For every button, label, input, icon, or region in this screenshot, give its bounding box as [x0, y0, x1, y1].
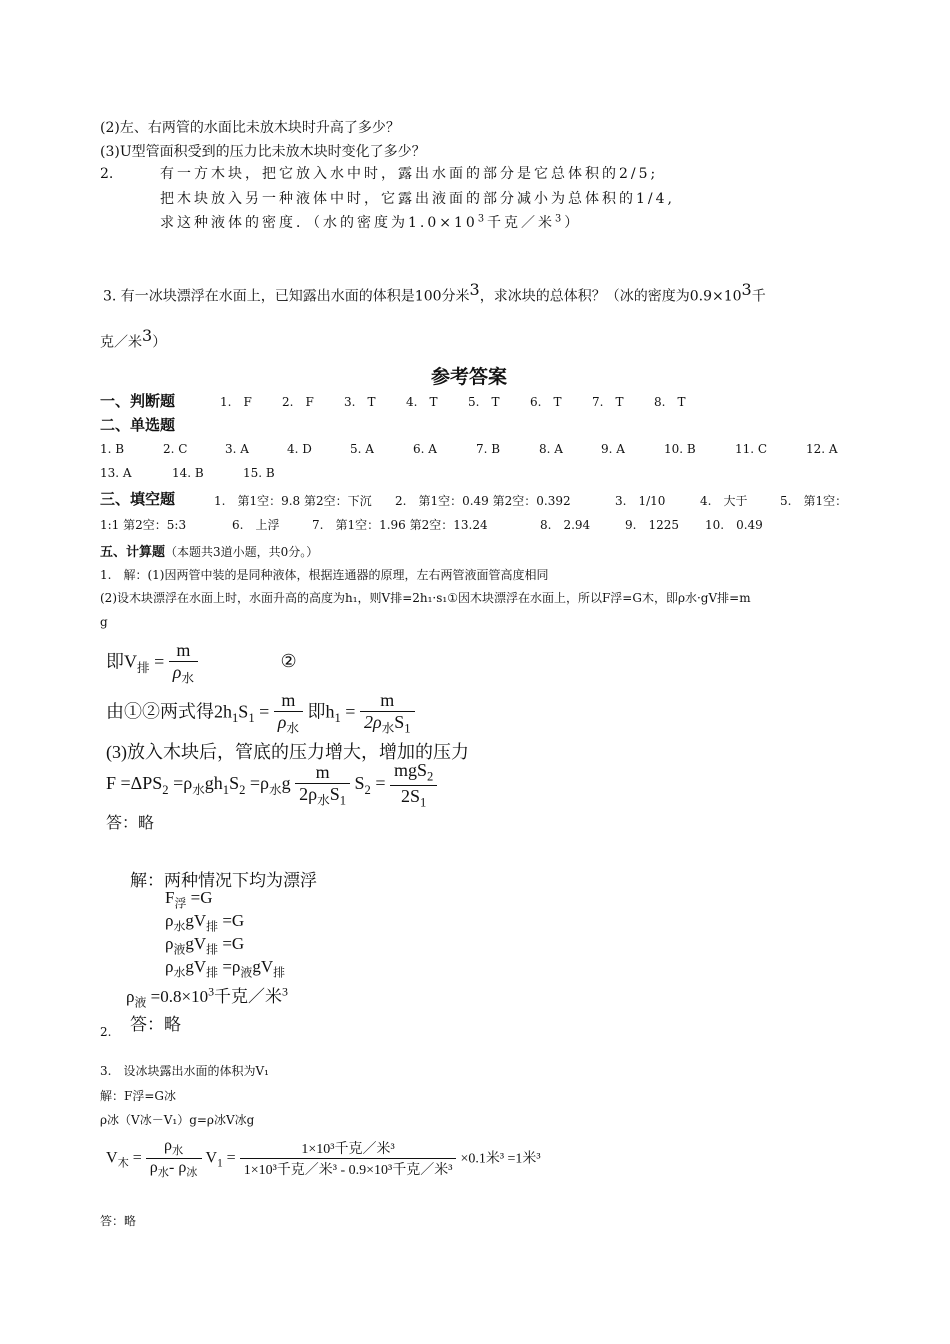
list-item: 1. B [100, 442, 125, 456]
q2-sup-2: 3 [555, 213, 565, 225]
list-item: 8. A [539, 442, 563, 456]
section-5-note: （本题共3道小题，共0分。） [165, 545, 319, 559]
solution-1-line-1: 1. 解：(1)因两管中装的是同种液体，根据连通器的原理，左右两管液面管高度相同 [100, 568, 549, 582]
question-3-line-1 [103, 280, 766, 306]
s3-den1-b: - ρ [168, 1159, 187, 1177]
question-1-part-2: (2)左、右两管的水面比未放木块时升高了多少？ [100, 120, 400, 136]
solution-1-line-2b: g [100, 615, 108, 629]
list-item: 6. A [413, 442, 437, 456]
s2-result-b: 千克／米 [214, 987, 283, 1006]
question-2-line-2: 把木块放入另一种液体中时，它露出液面的部分减小为总体积的1/4, [160, 191, 675, 207]
eq2-mid: 即h [307, 701, 335, 722]
solution-3-equation: $V_木$ = $\frac{\rho_水}{\rho_水- \rho_冰}$ $V_1$ = $\frac{\text{1×10³千克／米³}}{\text{1×10³千克／米³ - 0.9×10³千克／米³}}$ ×0.1米³ =1米³ [106, 1137, 541, 1180]
list-item: 3. 1/10 [615, 494, 666, 508]
eq1-numerator: m [169, 640, 198, 662]
solution-2-number: 2. [100, 1025, 112, 1039]
q2-sup: 3 [477, 213, 488, 225]
s3-num1-sub: 水 [172, 1145, 184, 1158]
eq2-fraction-2: $\frac{m}{2\rho_水S_1}$ [360, 690, 415, 737]
s2-rho: ρ [231, 957, 241, 976]
list-item: 5. 第1空： [780, 494, 848, 508]
s3-num1: ρ [164, 1137, 173, 1154]
list-item: 12. A [806, 442, 838, 456]
s3-v: V [106, 1149, 118, 1167]
question-3-line-2 [100, 326, 166, 352]
section-5-heading: 五、计算题 [100, 545, 166, 560]
eq1-denominator [169, 662, 198, 687]
eq2-numerator-1: m [274, 690, 303, 712]
list-item: 1. 第1空：9.8 第2空：下沉 [214, 494, 372, 508]
eq2-lhs: 由①②两式得2h [106, 701, 232, 722]
s2-water: 水 [173, 919, 186, 934]
s2-pai: 排 [206, 942, 219, 957]
list-item: 15. B [243, 466, 275, 480]
q2-text-b: 千克／米 [487, 215, 556, 231]
list-item: 8. T [654, 395, 686, 409]
eq1-rho-sub: 水 [181, 671, 194, 686]
s2-g: =G [222, 911, 245, 930]
list-item: 10. 0.49 [705, 518, 763, 532]
section-2-heading: 二、单选题 [100, 416, 176, 434]
s3-v-sub: 木 [117, 1157, 129, 1170]
q3-text-a: 3. 有一冰块漂浮在水面上，已知露出水面的体积是100分米 [103, 288, 470, 305]
list-item: 7. 第1空：1.96 第2空：13.24 [312, 518, 488, 532]
s2-pai: 排 [206, 919, 219, 934]
eq1-lhs: 即V [106, 651, 137, 672]
question-2-line-3 [160, 212, 581, 232]
s2-g: =G [222, 934, 245, 953]
s2-liquid: 液 [134, 995, 147, 1010]
s3-den1: ρ [149, 1159, 158, 1177]
solution-3-line-1: 3. 设冰块露出水面的体积为V₁ [100, 1064, 269, 1078]
s3-tail: ×0.1米³ =1米³ [460, 1151, 541, 1167]
s3-den1-sub2: 冰 [186, 1167, 198, 1180]
answers-title: 参考答案 [431, 366, 508, 388]
s3-v1: V [205, 1149, 218, 1167]
q2-text-c: ） [564, 215, 582, 231]
list-item: 5. T [468, 395, 500, 409]
list-item: 10. B [664, 442, 696, 456]
eq4-c: gh [204, 773, 223, 794]
list-item: 6. T [530, 395, 562, 409]
eq4-b: =ρ [173, 773, 193, 794]
answer-brief-3: 答：略 [100, 1214, 137, 1228]
list-item: 2. 第1空：0.49 第2空：0.392 [395, 494, 571, 508]
s2-g: =G [190, 888, 213, 907]
s2-rho: ρ [165, 934, 174, 953]
s2-pai: 排 [273, 965, 285, 980]
equation-2: 由①②两式得$2h_1S_1$ = $\frac{m}{\rho_水}$ 即$h_1$ = $\frac{m}{2\rho_水S_1}$ [106, 690, 415, 737]
list-item: 4. T [406, 395, 438, 409]
s2-rho: ρ [165, 911, 174, 930]
q3-sup-3: 3 [142, 326, 153, 345]
list-item: 4. D [287, 442, 312, 456]
equation-4: $F =\Delta PS_2 =\rho_水gh_1S_2 =\rho_水g$ $\frac{m}{2\rho_水S_1}$ $S_2$ = $\frac{mgS_2}{2S_1}$ [106, 760, 437, 810]
solution-2-line-3 [165, 934, 244, 957]
s2-result-a: =0.8×10 [150, 987, 209, 1006]
s2-rho: ρ [126, 987, 135, 1006]
question-1-part-3: (3)U型管面积受到的压力比未放木块时变化了多少？ [100, 144, 426, 160]
list-item: 3. T [344, 395, 376, 409]
question-2-number: 2. [100, 166, 114, 182]
s2-result-sup-2: 3 [282, 984, 288, 999]
eq1-sub: 排 [137, 661, 150, 676]
list-item: 6. 上浮 [232, 518, 280, 532]
solution-2-line-4: $\rho_水gV_排 =\rho_液gV_排$ [165, 957, 285, 980]
s2-f: F [165, 888, 175, 907]
s2-rho: ρ [165, 957, 174, 976]
q3-text-b: ，求冰块的总体积？（冰的密度为0.9×10 [479, 288, 742, 305]
list-item: 2. C [163, 442, 188, 456]
solution-2-line-1 [165, 888, 213, 911]
answer-brief-2: 答：略 [130, 1015, 181, 1035]
section-3-heading: 三、填空题 [100, 490, 176, 508]
eq4-fraction-1: $\frac{m}{2\rho_水S_1}$ [295, 762, 350, 809]
eq4-e: 2S [401, 785, 421, 806]
eq2-numerator-2: m [360, 690, 415, 712]
solution-1-line-2: (2)设木块漂浮在水面上时，水面升高的高度为h₁，则V排=2h₁·s₁①因木块漂浮在水面上，所以F浮=G木，即ρ水·gV排=m [100, 591, 751, 605]
eq2-rho: ρ [277, 712, 287, 732]
s3-num2: 1×10³千克／米³ [240, 1138, 457, 1159]
s2-water: 水 [173, 965, 186, 980]
list-item: 14. B [172, 466, 204, 480]
s2-result-sup: 3 [208, 984, 215, 999]
q3-text-c: 千 [751, 288, 766, 305]
s2-f-sub: 浮 [174, 896, 187, 911]
eq1-fraction [169, 640, 198, 687]
list-item: 4. 大于 [700, 494, 748, 508]
s2-gv: gV [185, 934, 207, 953]
list-item: 3. A [225, 442, 249, 456]
s2-pai: 排 [206, 965, 219, 980]
solution-3-line-3: ρ冰（V冰－V₁）g=ρ冰V冰g [100, 1113, 255, 1127]
list-item: 2. F [282, 395, 314, 409]
eq2-s: S [394, 712, 405, 732]
list-item: 8. 2.94 [540, 518, 591, 532]
eq4-d: mgS [394, 760, 428, 780]
s2-gv: gV [185, 957, 207, 976]
question-2-line-1: 有一方木块，把它放入水中时，露出水面的部分是它总体积的2/5; [160, 166, 659, 182]
eq1-rho: ρ [172, 662, 182, 682]
list-item: 9. A [601, 442, 625, 456]
solution-2-line-2 [165, 911, 244, 934]
eq1-tag: ② [280, 651, 297, 672]
eq2-2rho: 2ρ [363, 712, 382, 732]
solution-3-line-2: 解：F浮=G冰 [100, 1089, 176, 1103]
q2-text-a: 求这种液体的密度．（水的密度为1.0×10 [160, 215, 478, 231]
solution-2-intro: 解：两种情况下均为漂浮 [130, 871, 317, 891]
q3-sup-2: 3 [741, 280, 752, 299]
q3-text-e: ） [152, 334, 167, 351]
list-item: 13. A [100, 466, 132, 480]
q3-sup: 3 [469, 280, 480, 299]
s2-liquid: 液 [240, 965, 253, 980]
s3-fraction-1: $\frac{\rho_水}{\rho_水- \rho_冰}$ [146, 1137, 202, 1180]
q3-text-d: 克／米 [100, 334, 142, 351]
list-item: 5. A [350, 442, 374, 456]
equation-3: (3)放入木块后，管底的压力增大，增加的压力 [106, 742, 469, 762]
section-5-heading-row [100, 541, 318, 560]
answer-brief-1: 答：略 [106, 813, 155, 832]
list-item: 1. F [220, 395, 252, 409]
s3-den2: 1×10³千克／米³ - 0.9×10³千克／米³ [243, 1163, 453, 1179]
s2-gv: gV [185, 911, 207, 930]
s2-gv: gV [252, 957, 274, 976]
list-item: 7. B [476, 442, 501, 456]
list-item: 1:1 第2空：5:3 [100, 518, 187, 532]
list-item: 11. C [735, 442, 768, 456]
s3-fraction-2 [240, 1138, 457, 1179]
s2-liquid: 液 [173, 942, 186, 957]
eq4-fraction-2: $\frac{mgS_2}{2S_1}$ [390, 760, 437, 810]
eq2-fraction-1: $\frac{m}{\rho_水}$ [274, 690, 303, 737]
eq4-a: F =ΔPS [106, 773, 163, 794]
list-item: 9. 1225 [625, 518, 679, 532]
solution-2-result [126, 982, 288, 1010]
section-1-heading: 一、判断题 [100, 392, 176, 410]
list-item: 7. T [592, 395, 624, 409]
equation-1: 即$V_排$ = $\frac{m}{\rho_水}$ ② [106, 640, 297, 686]
